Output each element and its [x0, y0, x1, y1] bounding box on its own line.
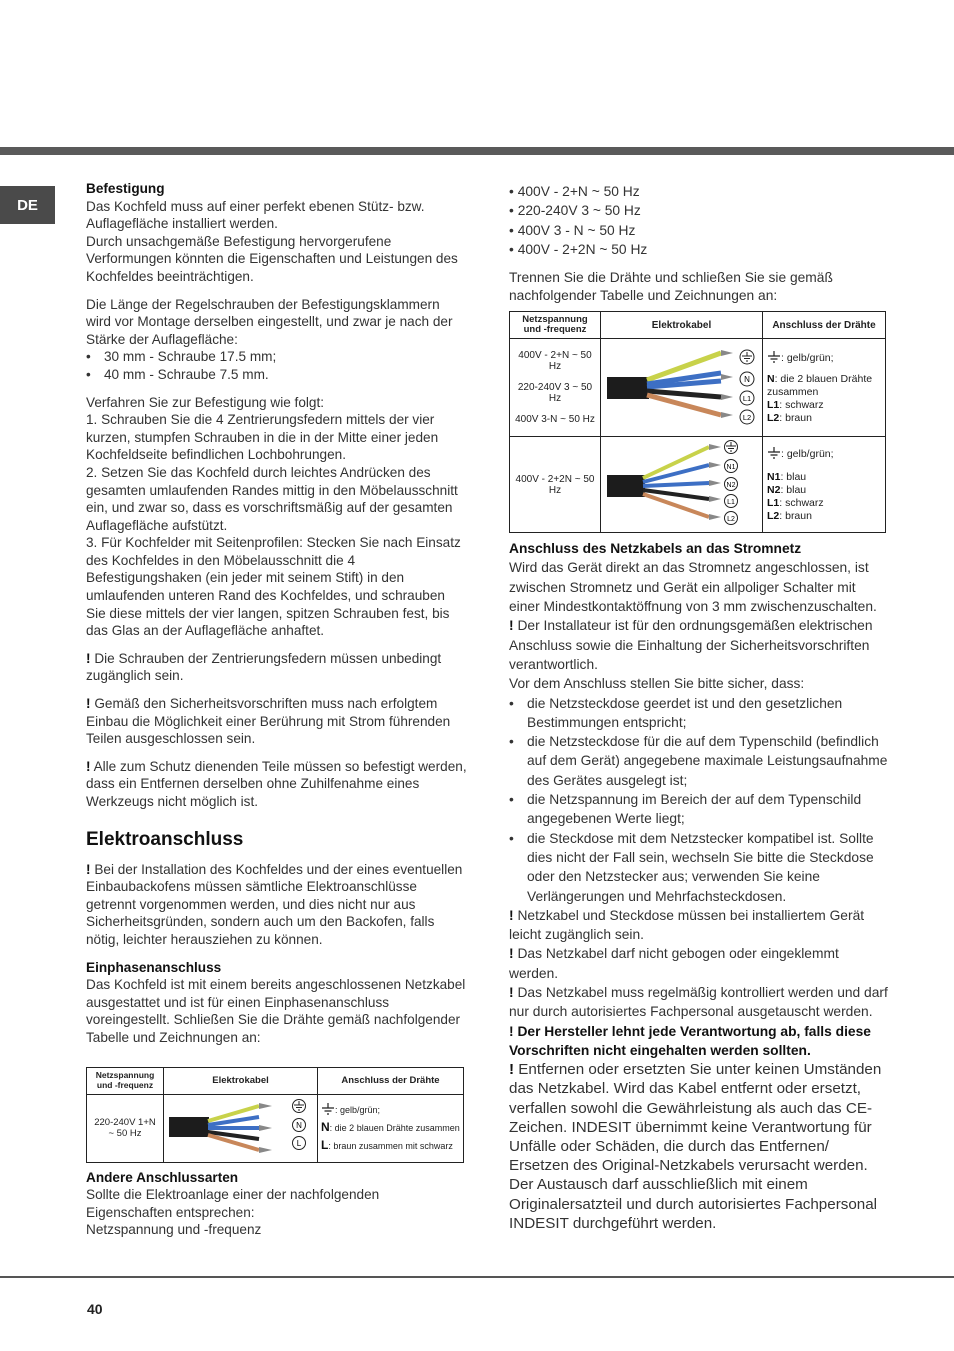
list-item: • 40 mm - Schraube 7.5 mm.: [86, 366, 269, 382]
list-item: • 400V - 2+2N ~ 50 Hz: [509, 241, 648, 257]
cable-diagram: [601, 437, 763, 533]
paragraph: Das Kochfeld ist mit einem bereits angeschlossenen Netzkabel ausgestattet und ist für einen Einphasenanschluss voreingestellt. Schließen Sie die Drähte gemäß nachfolgender Tabelle und Zeichnungen an:: [86, 977, 466, 1045]
warning: ! Das Netzkabel darf nicht gebogen oder eingeklemmt werden.: [509, 946, 839, 981]
list-item: • 220-240V 3 ~ 50 Hz: [509, 203, 641, 219]
netzkabel-heading: Anschluss des Netzkabels an das Stromnetz: [509, 541, 802, 557]
paragraph: Verfahren Sie zur Befestigung wie folgt:: [86, 394, 325, 410]
wire-tip: [721, 394, 733, 400]
connection-cell: : gelb/grün; N: die 2 blauen Drähte zusammen L1: schwarz L2: braun: [763, 339, 886, 437]
wire-tip: [709, 444, 721, 450]
paragraph: Netzspannung und -frequenz: [86, 1222, 262, 1238]
ground-icon: [321, 1103, 335, 1115]
table-header: Anschluss der Drähte: [763, 312, 886, 339]
wire-tip: [709, 462, 721, 468]
warning: ! Der Installateur ist für den ordnungsgemäßen elektrischen Anschluss sowie die Einhaltung der Sicherheitsvorschriften verantwortlich.: [509, 618, 873, 672]
three-phase-table: [509, 311, 886, 533]
terminal-label: N2: [726, 482, 736, 490]
terminal-label: N1: [726, 464, 736, 472]
list-item: • 400V - 2+N ~ 50 Hz: [509, 184, 640, 199]
single-phase-table: [86, 1067, 464, 1163]
page-number: 40: [87, 1301, 103, 1317]
wire-tip: [721, 374, 733, 380]
table-header: Netzspannung und -frequenz: [510, 312, 601, 339]
table-header: Elektrokabel: [164, 1067, 318, 1094]
wire-tip: [721, 412, 733, 418]
cable-diagram: [164, 1094, 318, 1162]
cable-sheath: [169, 1117, 209, 1137]
paragraph: 1. Schrauben Sie die 4 Zentrierungsfedern mittels der vier kurzen, stumpfen Schrauben in die in der Mitte einer jeden Kochfeldseite befindlichen Lochbohrungen.: [86, 412, 439, 463]
terminal-label: L: [296, 1138, 302, 1148]
list-item: • die Steckdose mit dem Netzstecker kompatibel ist. Sollte dies nicht der Fall sein, wechseln Sie bitte die Steckdose oder den Netzstecker aus; verwenden Sie keine Verlängerungen und Mehrfachsteckdosen.: [509, 830, 874, 904]
wire-blue: [643, 483, 709, 486]
table-cell: 400V - 2+2N ~ 50 Hz: [510, 437, 601, 533]
cable-sheath: [607, 377, 649, 399]
wire-tip: [709, 496, 721, 502]
table-header: Anschluss der Drähte: [318, 1067, 464, 1094]
connection-cell: : gelb/grün; N1: blau N2: blau L1: schwarz L2: braun: [763, 437, 886, 533]
terminal-label: L2: [742, 413, 752, 423]
table-cell: 220-240V 1+N ~ 50 Hz: [87, 1094, 164, 1162]
top-bar: [0, 147, 954, 155]
list-item: • 30 mm - Schraube 17.5 mm;: [86, 349, 277, 365]
table-header: Netzspannung und -frequenz: [87, 1067, 164, 1094]
paragraph: 2. Setzen Sie das Kochfeld durch leichtes Andrücken des gesamten umlaufenden Randes mittig in den Möbelausschnitt ein, und zwar so, dass es vorschriftsmäßig auf der gesamten Auflagefläche aufstützt.: [86, 464, 458, 533]
wire-tip: [259, 1125, 272, 1131]
andere-heading: Andere Anschlussarten: [86, 1169, 239, 1185]
elektro-heading: Elektroanschluss: [86, 828, 244, 850]
einphasen-heading: Einphasenanschluss: [86, 959, 222, 975]
paragraph: Die Länge der Regelschrauben der Befestigungsklammern wird vor Montage derselben eingestellt, und zwar je nach der Stärke der Auflagefläche:: [86, 296, 453, 347]
wire-tip: [259, 1147, 272, 1153]
right-column: [509, 182, 889, 1233]
connection-cell: : gelb/grün; N: die 2 blauen Drähte zusammen L: braun zusammen mit schwarz: [318, 1094, 464, 1162]
warning: ! Die Schrauben der Zentrierungsfedern müssen unbedingt zugänglich sein.: [86, 650, 442, 684]
paragraph: Vor dem Anschluss stellen Sie bitte sicher, dass:: [509, 676, 805, 692]
warning: ! Bei der Installation des Kochfeldes und der eines eventuellen Einbaubackofens müssen sämtliche Elektroanschlüsse getrennt vorgenommen werden, und dies nicht nur aus Sicherheitsgründen, sondern auch um den Backofen, falls nötig, leichter herausziehen zu können.: [86, 861, 463, 947]
warning: ! Gemäß den Sicherheitsvorschriften muss nach erfolgtem Einbau die Möglichkeit einer Berührung mit Strom führenden Teilen ausgeschlossen sein.: [86, 696, 451, 747]
ground-icon: [767, 447, 781, 459]
cable-diagram: [601, 339, 763, 437]
terminal-label: L1: [742, 394, 752, 404]
cable-drawing: [164, 1095, 316, 1159]
warning: ! Entfernen oder ersetzten Sie unter keinen Umständen das Netzkabel. Wird das Kabel entfernt oder ersetzt, verfallen sowohl die Gewährleistung als auch das CE-Zeichen. INDESIT übernimmt keine Verantwortung für Unfälle oder Schäden, die durch das Entfernen/ Ersetzen des Original-Netzkabels verursacht werden. Der Austausch darf ausschließlich mit einem Originalersatzteil und durch autorisiertes Fachpersonal INDESIT durchgeführt werden.: [509, 1061, 882, 1232]
cable-drawing: [601, 339, 759, 433]
paragraph: Das Kochfeld muss auf einer perfekt ebenen Stütz- bzw. Auflagefläche installiert werden.: [86, 198, 425, 232]
footer-line: [0, 1276, 954, 1278]
terminal-label: N: [296, 1120, 302, 1130]
list-item: • die Netzsteckdose geerdet ist und den gesetzlichen Bestimmungen entspricht;: [509, 695, 843, 730]
warning: ! Netzkabel und Steckdose müssen bei installiertem Gerät leicht zugänglich sein.: [509, 907, 865, 943]
warning: ! Das Netzkabel muss regelmäßig kontrolliert werden und darf nur durch autorisiertes Fachpersonal ausgetauscht werden.: [509, 985, 888, 1020]
paragraph: Trennen Sie die Drähte und schließen Sie sie gemäß nachfolgender Tabelle und Zeichnungen an:: [509, 270, 833, 304]
paragraph: Wird das Gerät direkt an das Stromnetz angeschlossen, ist zwischen Stromnetz und Gerät ein allpoliger Schalter mit einer Mindestkontaktöffnung von 3 mm zwischenzuschalten.: [509, 560, 877, 615]
ground-icon: [767, 351, 781, 363]
terminal-label: L1: [727, 499, 735, 507]
paragraph: 3. Für Kochfelder mit Seitenprofilen: Stecken Sie nach Einsatz des Kochfeldes in den Möbelausschnitt die 4 Befestigungshaken (ein jeder mit seinem Stift) in den umlaufenden unteren Rand des Kochfeldes, und schrauben Sie diese mittels der vier langen, spitzen Schrauben fest, bis das Glas an der Auflagefläche anhaftet.: [86, 535, 461, 639]
table-cell: 400V - 2+N ~ 50 Hz 220-240V 3 ~ 50 Hz 400V 3-N ~ 50 Hz: [510, 339, 601, 437]
left-column: [86, 180, 468, 1239]
terminal-label: L2: [727, 516, 735, 524]
check-list: [509, 694, 889, 906]
list-item: • die Netzspannung im Bereich der auf dem Typenschild angegebenen Werte liegt;: [509, 792, 862, 827]
wire-tip: [259, 1103, 272, 1109]
warning-bold: ! Der Hersteller lehnt jede Verantwortung ab, falls diese Vorschriften nicht eingehalten werden sollten.: [509, 1023, 871, 1058]
paragraph: Durch unsachgemäße Befestigung hervorgerufene Verformungen könnten die Eigenschaften und Leistungen des Kochfeldes beeinträchtigen.: [86, 233, 458, 284]
language-tab: DE: [0, 186, 55, 224]
wire-tip: [709, 514, 721, 520]
wire-tip: [721, 350, 733, 356]
list-item: • die Netzsteckdose für die auf dem Typenschild (befindlich auf dem Gerät) angegebene maximale Leistungsaufnahme des Gerätes ausgelegt ist;: [509, 734, 888, 788]
paragraph: Sollte die Elektroanlage einer der nachfolgenden Eigenschaften entsprechen:: [86, 1187, 380, 1220]
cable-drawing: [601, 437, 759, 529]
warning: ! Alle zum Schutz dienenden Teile müssen so befestigt werden, dass ein Entfernen derselben ohne Zuhilfenahme eines Werkzeugs nicht möglich ist.: [86, 758, 467, 809]
wire-tip: [709, 480, 721, 486]
table-header: Elektrokabel: [601, 312, 763, 339]
terminal-label: N: [744, 375, 750, 385]
befestigung-heading: Befestigung: [86, 181, 165, 196]
cable-sheath: [607, 475, 645, 497]
list-item: • 400V 3 - N ~ 50 Hz: [509, 222, 636, 238]
